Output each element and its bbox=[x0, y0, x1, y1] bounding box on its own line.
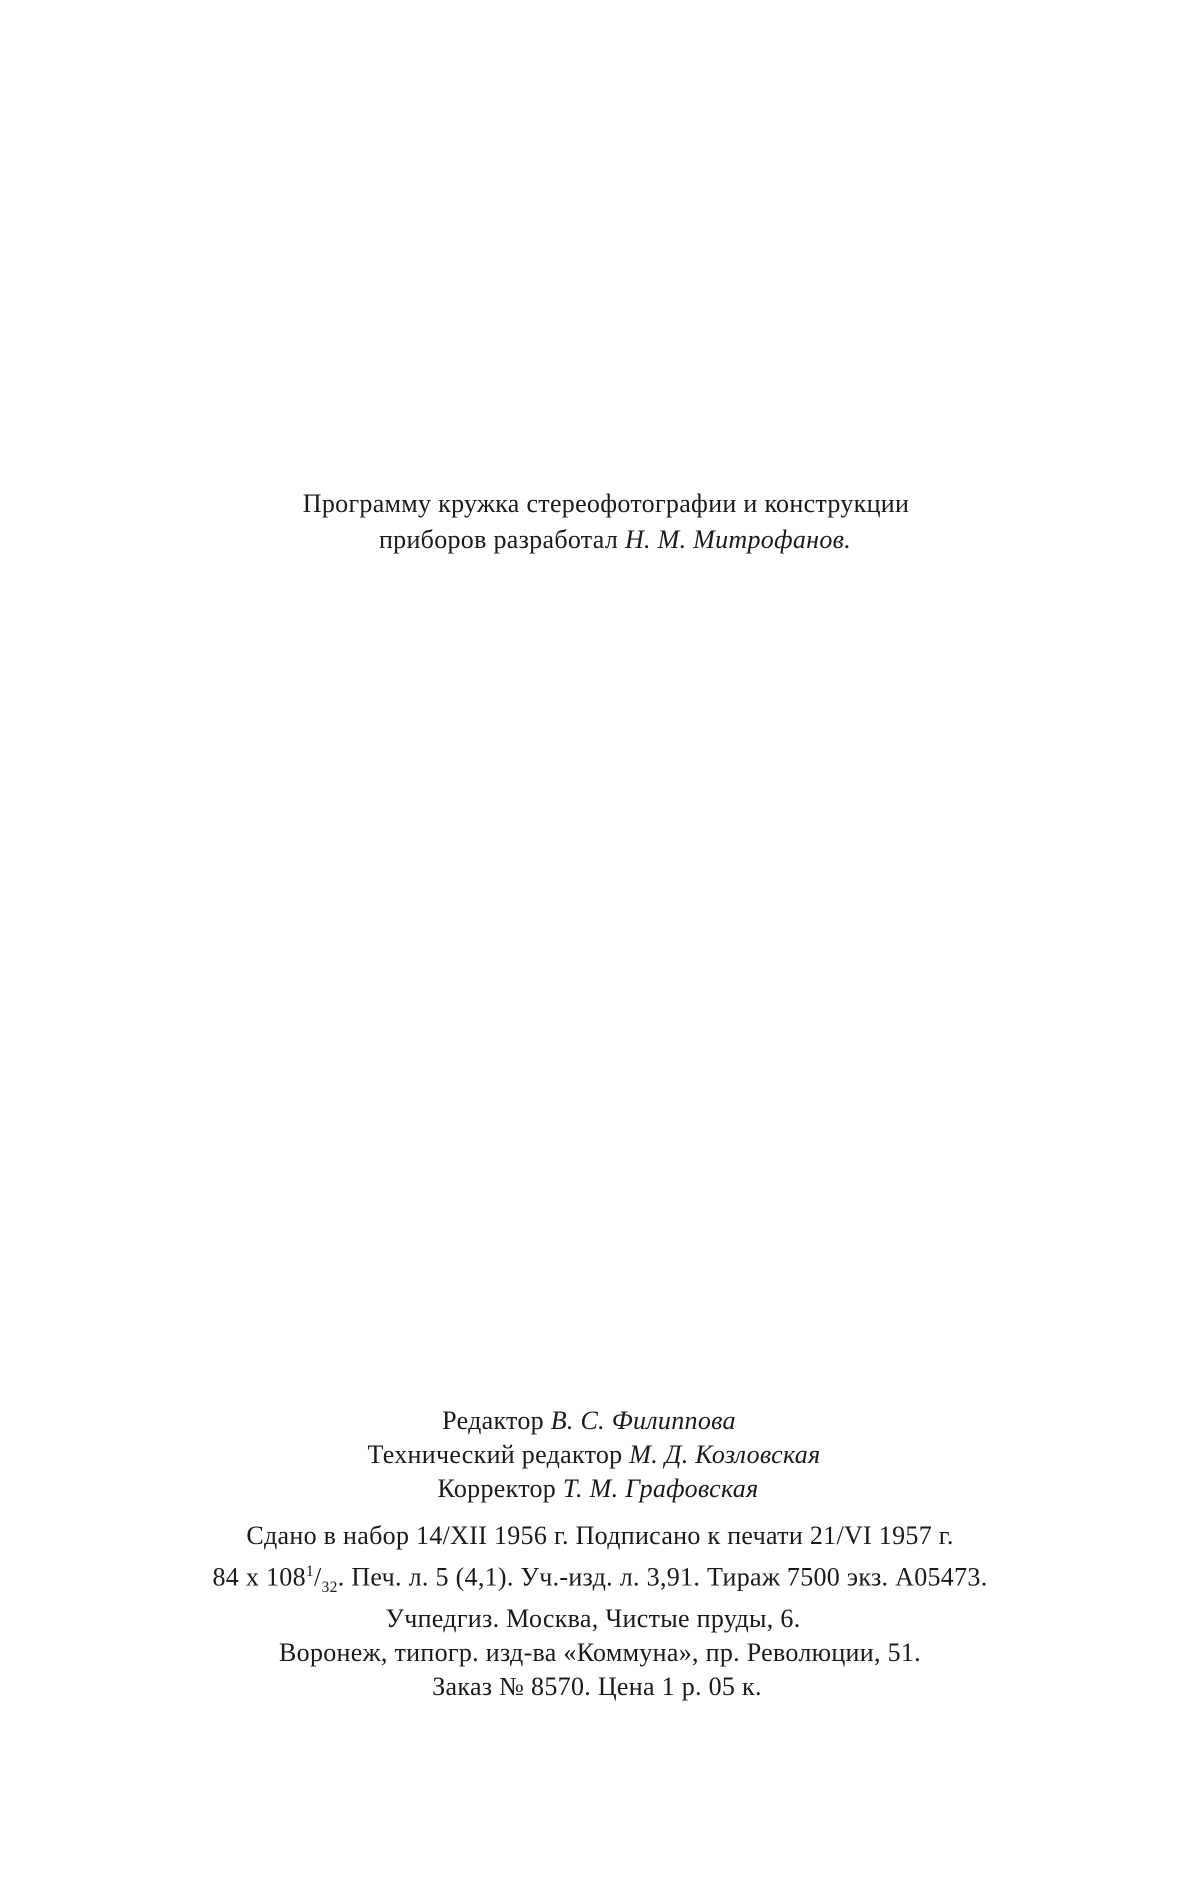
publisher-line-2: Воронеж, типогр. изд-ва «Коммуна», пр. Революции, 51. bbox=[279, 1638, 921, 1667]
print-info-line-1: Сдано в набор 14/XII 1956 г. Подписано к печати 21/VI 1957 г. bbox=[246, 1521, 954, 1550]
format-prefix: 84 х 108 bbox=[212, 1562, 306, 1592]
program-note bbox=[0, 486, 1200, 558]
program-note-line-2 bbox=[30, 522, 1200, 558]
editor-name: В. С. Филиппова bbox=[550, 1406, 736, 1435]
program-note-line-1: Программу кружка стереофотографии и конструкции bbox=[302, 489, 910, 518]
tech-editor-line bbox=[0, 1438, 1200, 1472]
publisher-line-1: Учпедгиз. Москва, Чистые пруды, 6. bbox=[385, 1604, 801, 1633]
print-details: . Печ. л. 5 (4,1). Уч.-изд. л. 3,91. Тираж 7500 экз. А05473. bbox=[337, 1562, 988, 1592]
program-author: Н. М. Митрофанов. bbox=[624, 525, 852, 554]
editor-line bbox=[0, 1404, 1200, 1438]
program-note-prefix: приборов разработал bbox=[378, 525, 625, 554]
proofreader-name: Т. М. Графовская bbox=[562, 1474, 759, 1503]
print-info-line-2: 84 х $108^1/_{32}$. Печ. л. 5 (4,1). Уч.-изд. л. 3,91. Тираж 7500 экз. А05473. bbox=[212, 1562, 988, 1596]
editor-label: Редактор bbox=[442, 1406, 551, 1435]
staff-credits bbox=[0, 1404, 1200, 1506]
proofreader-label: Корректор bbox=[437, 1474, 563, 1503]
proofreader-line bbox=[0, 1472, 1200, 1506]
print-info bbox=[0, 1518, 1200, 1606]
format-fraction-denominator: 32 bbox=[321, 1578, 338, 1596]
tech-editor-name: М. Д. Козловская bbox=[629, 1440, 821, 1469]
publisher-info bbox=[0, 1602, 1200, 1704]
format-fraction-numerator: 1 bbox=[305, 1563, 315, 1580]
tech-editor-label: Технический редактор bbox=[367, 1440, 630, 1469]
publisher-line-3: Заказ № 8570. Цена 1 р. 05 к. bbox=[432, 1672, 762, 1701]
